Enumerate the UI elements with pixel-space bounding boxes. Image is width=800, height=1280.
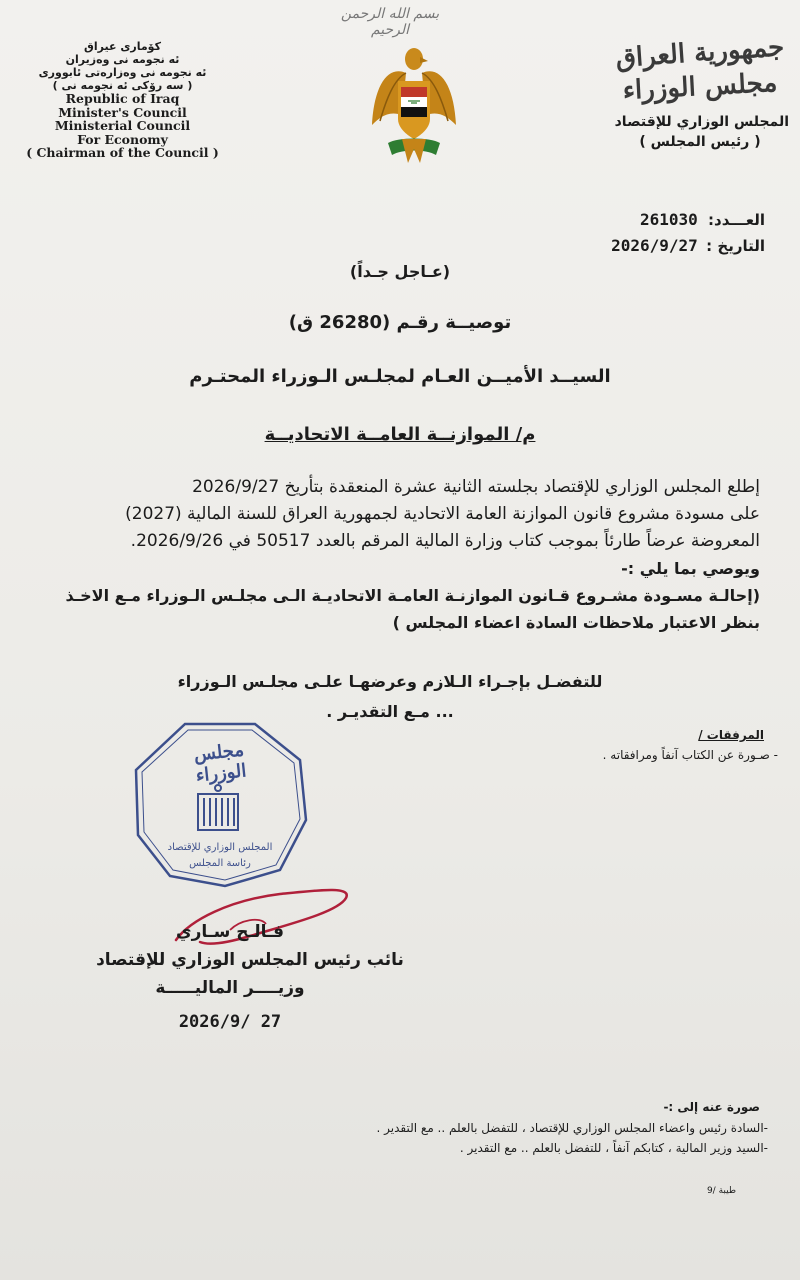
doc-number-row — [565, 210, 765, 229]
body-line-2: على مسودة مشروع قانون الموازنة العامة الاتحادية لجمهورية العراق للسنة المالية (2027) — [125, 504, 760, 524]
closing-line-1: للتفضـل بإجـراء الـلازم وعرضهـا علـى مجلـس الـوزراء — [177, 672, 603, 691]
header-right-block — [605, 32, 795, 150]
economic-council-line: المجلس الوزاري للإقتصاد — [614, 114, 789, 130]
signatory-title-1: نائب رئيس المجلس الوزاري للإقتصاد — [96, 950, 404, 970]
body-paragraph — [40, 474, 760, 636]
calligraphy-republic: جمهورية العراق — [614, 32, 786, 74]
header-left-block — [15, 40, 230, 160]
english-line-4: For Economy — [77, 131, 168, 147]
signatory-name: فـالـح سـاري — [176, 922, 284, 942]
attachments-label: المرفقات / — [698, 728, 764, 742]
body-line-1: إطلع المجلس الوزاري للإقتصاد بجلسته الثانية عشرة المنعقدة بتأريخ 2026/9/27 — [192, 477, 760, 497]
english-line-2: Minister's Council — [58, 104, 187, 120]
doc-date-label: التاريخ : — [706, 237, 765, 255]
iraq-eagle-emblem-icon — [368, 45, 460, 170]
subject-line — [0, 424, 800, 445]
footer-note: طيبة /9 — [706, 1186, 736, 1196]
council-stamp — [130, 720, 310, 890]
handwritten-signature-icon — [170, 880, 360, 960]
signatory-title-2: وزيــــر الماليـــــة — [155, 978, 305, 998]
kurdish-line-4: ( سه رۆکی ئه نجومه نی ) — [52, 79, 193, 92]
cc-label: صورة عنه إلى :- — [663, 1100, 760, 1114]
recommendation-line-1: (إحالـة مسـودة مشـروع قـانون الموازنـة العامـة الاتحاديـة الـى مجلـس الـوزراء مـع الاخـذ — [65, 586, 760, 605]
english-line-3: Ministerial Council — [54, 118, 191, 133]
signature-date: 2026/9/ 27 — [178, 1012, 282, 1032]
addressee: السيــد الأميــن العـام لمجلـس الـوزراء المحتـرم — [189, 366, 611, 387]
doc-date-row — [565, 236, 765, 255]
calligraphy-council: مجلس الوزراء — [621, 67, 779, 107]
recommends-line: ويوصي بما يلي :- — [621, 559, 760, 578]
recommendation-line-2: بنظر الاعتبار ملاحظات السادة اعضاء المجلس ) — [392, 613, 760, 632]
doc-number-label: العـــدد: — [708, 211, 765, 229]
kurdish-line-2: ئه نجومه نی وه‌زیران — [65, 53, 180, 66]
stamp-line-1: المجلس الوزاري للإقتصاد — [167, 842, 273, 853]
kurdish-line-1: كۆماری عیراق — [84, 40, 161, 53]
english-line-1: Republic of Iraq — [65, 91, 180, 106]
chairman-line: ( رئيس المجلس ) — [639, 134, 761, 150]
closing-line-2: ... مـع التقديـر . — [326, 702, 454, 721]
doc-number-value: 261030 — [639, 210, 698, 229]
body-line-3: المعروضة عرضاً طارئاً بموجب كتاب وزارة المالية المرقم بالعدد 50517 في 2026/9/26. — [130, 531, 760, 551]
basmala: بسم الله الرحمن الرحيم — [340, 6, 440, 38]
stamp-line-2: رئاسة المجلس — [189, 858, 251, 869]
cc-item-1: -السادة رئيس واعضاء المجلس الوزاري للإقتصاد ، للتفضل بالعلم .. مع التقدير . — [376, 1121, 768, 1135]
attachments-item: - صـورة عن الكتاب آنفاً ومرافقاته . — [602, 748, 778, 762]
stamp-top-text: مجلس الوزراء — [192, 739, 248, 787]
doc-date-value: 2026/9/27 — [611, 236, 698, 255]
urgent-label: (عـاجل جـداً) — [349, 262, 451, 281]
cc-item-2: -السيد وزير المالية ، كتابكم آنفاً ، للتفضل بالعلم .. مع التقدير . — [459, 1141, 768, 1155]
subject-text: م/ الموازنــة العامــة الاتحاديــة — [264, 424, 536, 445]
kurdish-line-3: ئه نجومه نی وه‌زاره‌تی ئابووری — [38, 66, 207, 79]
english-line-5: ( Chairman of the Council ) — [26, 145, 219, 160]
recommendation-number: توصيــة رقـم (26280 ق) — [288, 312, 512, 333]
